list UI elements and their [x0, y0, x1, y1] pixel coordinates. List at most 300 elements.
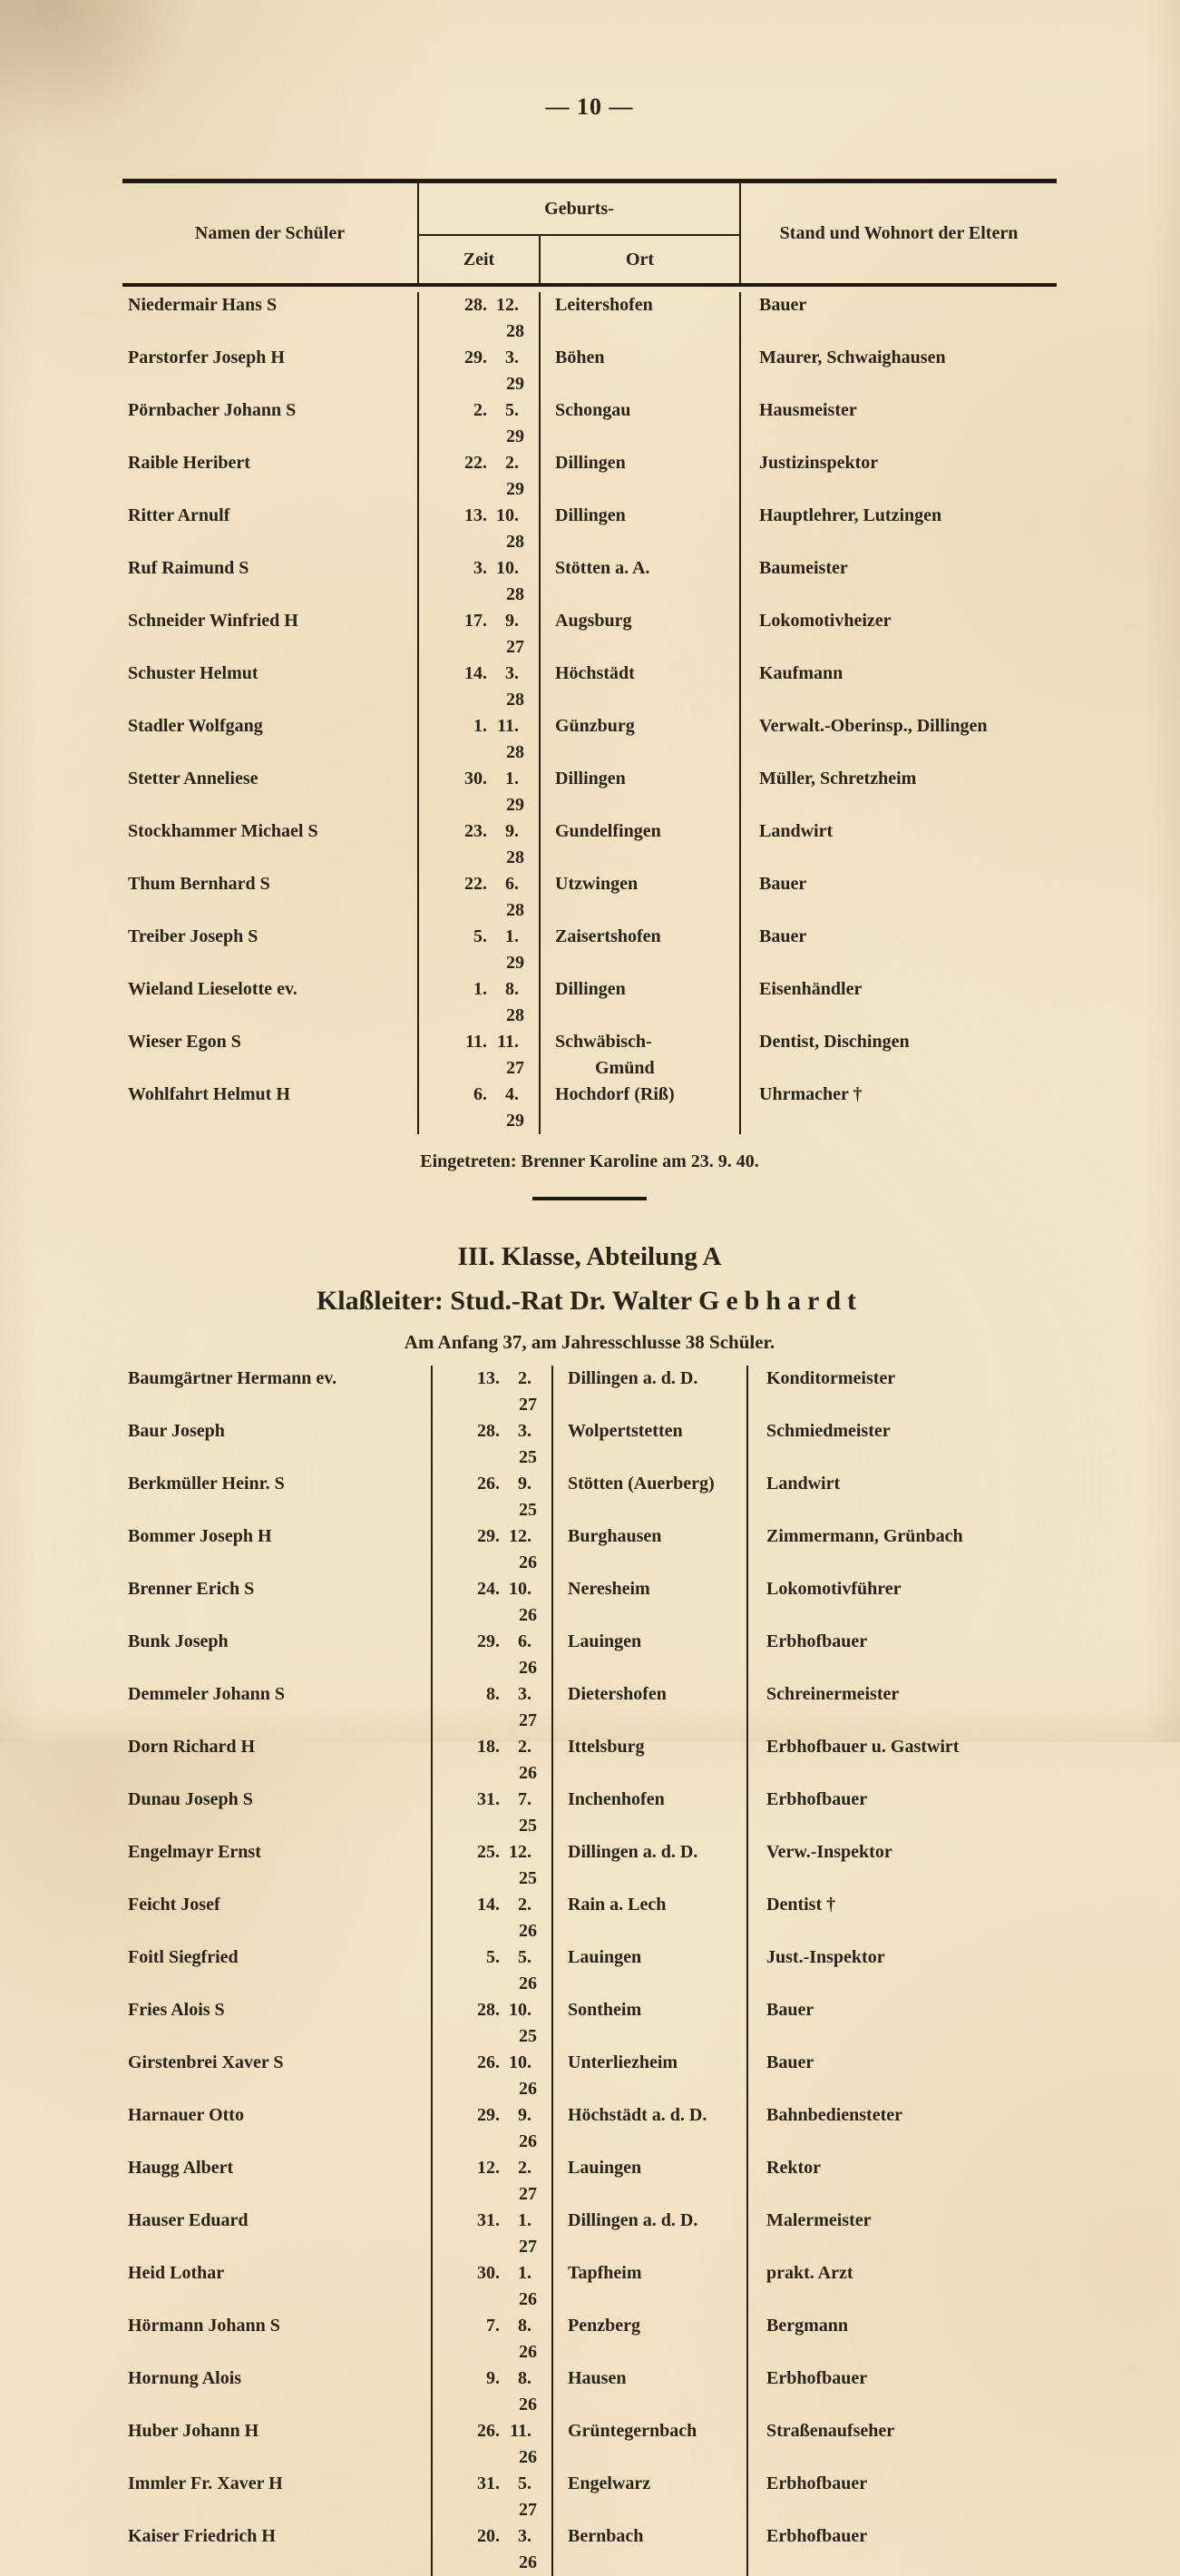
date-sep: .: [514, 716, 519, 736]
date-sep: .: [527, 1737, 531, 1757]
date-month: 9: [518, 2105, 527, 2125]
pupil-name-cell: Niedermair Hans S: [122, 292, 419, 345]
parent-occupation-cell: Verwalt.-Oberinsp., Dillingen: [759, 716, 988, 736]
date-month: 8: [505, 979, 514, 999]
birth-place-cell: Höchstädt a. d. D.: [553, 2102, 748, 2155]
footnote-eingetreten: Eingetreten: Brenner Karoline am 23. 9. 40.: [420, 1151, 759, 1171]
date-sep: .: [514, 1084, 519, 1104]
date-month: 9: [505, 821, 514, 841]
date-year: 29: [506, 426, 524, 446]
birth-place-cell: Dillingen a. d. D.: [553, 1366, 748, 1418]
table-row: [122, 1576, 1057, 1629]
date-sep: .: [527, 1895, 531, 1915]
table-row: [122, 2050, 1057, 2102]
date-sep: .: [514, 821, 519, 841]
date-sep: .: [514, 505, 519, 525]
pupil-name-cell: Stetter Anneliese: [122, 766, 419, 818]
date-day: 30: [477, 2263, 495, 2283]
date-day: 14: [477, 1895, 495, 1915]
date-year: 26: [519, 2552, 537, 2572]
date-year: 28: [506, 690, 524, 710]
date-year: 26: [519, 2342, 537, 2362]
pupil-name-cell: Thum Bernhard S: [122, 871, 419, 924]
table-row: [122, 1418, 1057, 1471]
table-row: [122, 1029, 1057, 1082]
birth-date-cell: [433, 1892, 553, 1944]
table-row: [122, 397, 1057, 450]
date-year: 27: [506, 1058, 524, 1078]
date-sep: .: [527, 2158, 531, 2178]
birth-date-cell: [433, 2155, 553, 2208]
parent-occupation-cell: Erbhofbauer: [766, 2473, 868, 2493]
birth-date-cell: [433, 1523, 553, 1576]
birth-place-cell: Grüntegernbach: [553, 2418, 748, 2471]
table-row: [122, 2155, 1057, 2208]
date-sep: .: [527, 1631, 531, 1651]
birth-place-cell: Augsburg: [541, 608, 741, 661]
date-year: 27: [519, 1710, 537, 1730]
date-day: 25: [477, 1842, 495, 1862]
date-sep: .: [527, 1526, 531, 1546]
birth-place-cell: Hausen: [553, 2365, 748, 2418]
table-row: [122, 818, 1057, 871]
parent-occupation-cell: Schmiedmeister: [766, 1421, 891, 1441]
date-day: 11: [465, 1032, 483, 1052]
section-divider: [532, 1197, 647, 1200]
table-row: [122, 2260, 1057, 2313]
table-row: [122, 766, 1057, 818]
date-year: 28: [506, 900, 524, 920]
date-day: 26: [477, 2052, 495, 2072]
parent-occupation-cell: Erbhofbauer u. Gastwirt: [766, 1737, 960, 1757]
table-row: [122, 1471, 1057, 1523]
date-month: 2: [518, 1737, 527, 1757]
date-sep: .: [495, 1947, 500, 1967]
pupil-name-cell: Treiber Joseph S: [122, 924, 419, 976]
date-sep: .: [514, 348, 519, 367]
date-day: 14: [464, 663, 483, 683]
table2-body: [122, 1366, 1057, 2576]
date-sep: .: [527, 2316, 531, 2336]
parent-occupation-cell: Lokomotivheizer: [759, 611, 892, 631]
date-sep: .: [483, 505, 487, 525]
date-year: 26: [519, 2131, 537, 2151]
date-month: 11: [497, 1032, 514, 1052]
date-sep: .: [514, 453, 519, 473]
parent-occupation-cell: Bergmann: [766, 2316, 848, 2336]
parent-occupation-cell: Müller, Schretzheim: [759, 769, 917, 788]
pupil-name-cell: Parstorfer Joseph H: [122, 345, 419, 397]
table-row: [122, 1892, 1057, 1944]
birth-date-cell: [433, 1576, 553, 1629]
pupil-name-cell: Heid Lothar: [122, 2260, 433, 2313]
birth-date-cell: [433, 2523, 553, 2576]
birth-place-cell: Penzberg: [553, 2313, 748, 2365]
pupil-name-cell: Pörnbacher Johann S: [122, 397, 419, 450]
pupil-name-cell: Wohlfahrt Helmut H: [122, 1082, 419, 1134]
date-month: 10: [496, 558, 514, 578]
date-sep: .: [495, 1579, 500, 1599]
date-month: 2: [518, 2158, 527, 2178]
date-year: 26: [519, 1763, 537, 1783]
header-geburts-group: [419, 183, 741, 283]
date-year: 26: [519, 2289, 537, 2309]
parent-occupation-cell: Verw.-Inspektor: [766, 1842, 892, 1862]
date-month: 11: [497, 716, 514, 736]
date-sep: .: [514, 400, 519, 420]
pupil-name-cell: Kaiser Friedrich H: [122, 2523, 433, 2576]
date-sep: .: [495, 2421, 500, 2441]
date-day: 13: [464, 505, 483, 525]
date-sep: .: [495, 2368, 500, 2388]
date-day: 28: [464, 295, 483, 315]
parent-occupation-cell: Malermeister: [766, 2210, 872, 2230]
parent-occupation-cell: Lokomotivführer: [766, 1579, 902, 1599]
birth-date-cell: [419, 661, 541, 713]
pupil-name-cell: Haugg Albert: [122, 2155, 433, 2208]
page-number: — 10 —: [545, 93, 634, 120]
birth-place-cell: Leitershofen: [541, 292, 741, 345]
parent-occupation-cell: Straßenaufseher: [766, 2421, 895, 2441]
date-sep: .: [514, 1032, 519, 1052]
birth-place-cell: Dillingen: [541, 766, 741, 818]
date-sep: .: [514, 558, 519, 578]
date-day: 8: [486, 1684, 495, 1704]
birth-place-cell: Wolpertstetten: [553, 1418, 748, 1471]
birth-place-cell: Unterliezheim: [553, 2050, 748, 2102]
birth-date-cell: [419, 924, 541, 976]
birth-place-cell: Rain a. Lech: [553, 1892, 748, 1944]
birth-date-cell: [433, 1944, 553, 1997]
parent-occupation-cell: Konditormeister: [766, 1368, 896, 1388]
birth-place-cell: Lauingen: [553, 2155, 748, 2208]
parent-occupation-cell: Landwirt: [766, 1474, 841, 1494]
date-sep: .: [483, 558, 487, 578]
date-day: 9: [486, 2368, 495, 2388]
parent-occupation-cell: Dentist, Dischingen: [759, 1032, 910, 1052]
date-sep: .: [527, 2368, 531, 2388]
date-month: 2: [505, 453, 514, 473]
date-sep: .: [495, 1737, 500, 1757]
parent-occupation-cell: Rektor: [766, 2158, 821, 2178]
date-month: 1: [505, 926, 514, 946]
birth-date-cell: [419, 608, 541, 661]
birth-date-cell: [433, 1839, 553, 1892]
date-sep: .: [495, 2473, 500, 2493]
date-year: 28: [506, 1005, 524, 1025]
pupil-name-cell: Berkmüller Heinr. S: [122, 1471, 433, 1523]
pupil-name-cell: Feicht Josef: [122, 1892, 433, 1944]
pupil-name-cell: Raible Heribert: [122, 450, 419, 503]
birth-place-cell: Neresheim: [553, 1576, 748, 1629]
pupil-name-cell: Wieser Egon S: [122, 1029, 419, 1082]
date-year: 25: [519, 1447, 537, 1467]
table-row: [122, 345, 1057, 397]
table-row: [122, 608, 1057, 661]
date-sep: .: [495, 1421, 500, 1441]
date-day: 26: [477, 2421, 495, 2441]
date-sep: .: [527, 2210, 531, 2230]
pupil-name-cell: Hornung Alois: [122, 2365, 433, 2418]
date-month: 1: [518, 2210, 527, 2230]
birth-date-cell: [419, 397, 541, 450]
date-year: 25: [519, 1816, 537, 1836]
date-year: 26: [519, 1605, 537, 1625]
pupil-name-cell: Foitl Siegfried: [122, 1944, 433, 1997]
date-sep: .: [527, 2105, 531, 2125]
date-month: 8: [518, 2368, 527, 2388]
birth-place-cell: Günzburg: [541, 713, 741, 766]
birth-place-cell: Burghausen: [553, 1523, 748, 1576]
date-sep: .: [495, 2105, 500, 2125]
date-year: 28: [506, 532, 524, 552]
date-month: 12: [496, 295, 514, 315]
pupil-name-cell: Stockhammer Michael S: [122, 818, 419, 871]
date-sep: .: [483, 663, 487, 683]
pupil-name-cell: Demmeler Johann S: [122, 1681, 433, 1734]
birth-place-cell: Dietershofen: [553, 1681, 748, 1734]
date-year: 27: [519, 2184, 537, 2204]
table-row: [122, 2471, 1057, 2523]
parent-occupation-cell: Bauer: [759, 926, 807, 946]
pupil-name-cell: Girstenbrei Xaver S: [122, 2050, 433, 2102]
birth-date-cell: [433, 1418, 553, 1471]
date-day: 29: [464, 348, 483, 367]
birth-date-cell: [433, 2260, 553, 2313]
date-day: 29: [477, 1526, 495, 1546]
date-sep: .: [495, 2158, 500, 2178]
parent-occupation-cell: Erbhofbauer: [766, 2368, 868, 2388]
register-table-klasse2: [122, 179, 1057, 1134]
birth-date-cell: [419, 1029, 541, 1082]
birth-place-line: Schwäbisch-: [555, 1032, 652, 1052]
birth-place-cell: Hochdorf (Riß): [541, 1082, 741, 1134]
pupil-name-cell: Wieland Lieselotte ev.: [122, 976, 419, 1029]
birth-date-cell: [433, 1787, 553, 1839]
date-sep: .: [527, 1421, 531, 1441]
table-row: [122, 1997, 1057, 2050]
class-leader-line: [122, 1280, 1057, 1322]
date-sep: .: [527, 2473, 531, 2493]
parent-occupation-cell: Bauer: [759, 295, 807, 315]
date-year: 26: [519, 2395, 537, 2414]
date-month: 9: [518, 1474, 527, 1494]
parent-occupation-cell: Eisenhändler: [759, 979, 863, 999]
date-month: 11: [510, 2421, 527, 2441]
parent-occupation-cell: Hausmeister: [759, 400, 857, 420]
parent-occupation-cell: Kaufmann: [759, 663, 844, 683]
birth-place-cell: Inchenhofen: [553, 1787, 748, 1839]
birth-date-cell: [433, 2471, 553, 2523]
date-sep: .: [483, 716, 487, 736]
birth-date-cell: [419, 713, 541, 766]
date-day: 5: [486, 1947, 495, 1967]
date-day: 28: [477, 1421, 495, 1441]
date-day: 26: [477, 1474, 495, 1494]
table-row: [122, 1082, 1057, 1134]
parent-occupation-cell: Uhrmacher †: [759, 1084, 863, 1104]
date-month: 5: [505, 400, 514, 420]
birth-date-cell: [419, 555, 541, 608]
pupil-name-cell: Huber Johann H: [122, 2418, 433, 2471]
parent-occupation-cell: Erbhofbauer: [766, 2526, 868, 2546]
date-day: 20: [477, 2526, 495, 2546]
date-year: 26: [519, 2447, 537, 2467]
date-day: 1: [473, 979, 483, 999]
section-title: III. Klasse, Abteilung A: [457, 1242, 722, 1271]
date-sep: .: [495, 2000, 500, 2020]
date-sep: .: [527, 2000, 531, 2020]
date-month: 2: [518, 1895, 527, 1915]
page-content: [122, 91, 1057, 2576]
birth-date-cell: [419, 976, 541, 1029]
date-day: 2: [473, 400, 483, 420]
birth-place-cell: [541, 1029, 741, 1082]
date-month: 9: [505, 611, 514, 631]
table-row: [122, 503, 1057, 555]
birth-place-cell: Lauingen: [553, 1629, 748, 1681]
table-row: [122, 976, 1057, 1029]
date-sep: .: [483, 611, 487, 631]
birth-date-cell: [433, 2313, 553, 2365]
date-month: 12: [509, 1842, 527, 1862]
birth-date-cell: [433, 2208, 553, 2260]
table-row: [122, 661, 1057, 713]
date-day: 3: [473, 558, 483, 578]
date-day: 1: [473, 716, 483, 736]
birth-date-cell: [433, 2365, 553, 2418]
date-year: 27: [519, 2500, 537, 2520]
header-geburts: Geburts-: [544, 198, 614, 219]
parent-occupation-cell: Bauer: [766, 2052, 814, 2072]
birth-date-cell: [419, 818, 541, 871]
date-sep: .: [483, 821, 487, 841]
pupil-name-cell: Brenner Erich S: [122, 1576, 433, 1629]
date-sep: .: [483, 295, 487, 315]
birth-date-cell: [433, 1681, 553, 1734]
date-sep: .: [495, 1631, 500, 1651]
birth-place-cell: Dillingen a. d. D.: [553, 2208, 748, 2260]
date-day: 31: [477, 2473, 495, 2493]
table-row: [122, 2102, 1057, 2155]
date-day: 18: [477, 1737, 495, 1757]
date-month: 8: [518, 2316, 527, 2336]
birth-date-cell: [433, 1997, 553, 2050]
date-year: 26: [519, 2079, 537, 2099]
pupil-name-cell: Fries Alois S: [122, 1997, 433, 2050]
date-month: 3: [518, 1421, 527, 1441]
birth-place-cell: Böhen: [541, 345, 741, 397]
date-year: 29: [506, 1111, 524, 1131]
birth-place-cell: Dillingen: [541, 450, 741, 503]
date-year: 29: [506, 795, 524, 815]
date-sep: .: [495, 1474, 500, 1494]
date-month: 12: [509, 1526, 527, 1546]
date-sep: .: [527, 1684, 531, 1704]
pupil-name-cell: Hörmann Johann S: [122, 2313, 433, 2365]
date-month: 4: [505, 1084, 514, 1104]
date-sep: .: [527, 1474, 531, 1494]
header-zeit: Zeit: [419, 236, 541, 283]
date-sep: .: [514, 663, 519, 683]
date-month: 2: [518, 1368, 527, 1388]
date-year: 26: [519, 1552, 537, 1572]
date-sep: .: [483, 769, 487, 788]
birth-date-cell: [433, 1471, 553, 1523]
pupil-name-cell: Schuster Helmut: [122, 661, 419, 713]
date-sep: .: [527, 2421, 531, 2441]
birth-date-cell: [419, 345, 541, 397]
table-row: [122, 1523, 1057, 1576]
date-sep: .: [527, 2263, 531, 2283]
date-sep: .: [514, 926, 519, 946]
header-namen: Namen der Schüler: [122, 183, 419, 283]
date-sep: .: [495, 1526, 500, 1546]
parent-occupation-cell: Maurer, Schwaighausen: [759, 348, 946, 367]
birth-place-cell: Sontheim: [553, 1997, 748, 2050]
birth-date-cell: [433, 1366, 553, 1418]
pupil-name-cell: Bunk Joseph: [122, 1629, 433, 1681]
table-row: [122, 924, 1057, 976]
date-sep: .: [495, 1684, 500, 1704]
parent-occupation-cell: Bauer: [766, 2000, 814, 2020]
birth-date-cell: [433, 2418, 553, 2471]
date-sep: .: [527, 1368, 531, 1388]
table1-body: [122, 287, 1057, 1134]
birth-date-cell: [419, 1082, 541, 1134]
parent-occupation-cell: Baumeister: [759, 558, 848, 578]
date-day: 7: [486, 2316, 495, 2336]
date-month: 1: [505, 769, 514, 788]
date-day: 22: [464, 874, 483, 894]
pupil-name-cell: Immler Fr. Xaver H: [122, 2471, 433, 2523]
class-leader-name: Gebhardt: [698, 1286, 863, 1316]
date-sep: .: [483, 1084, 487, 1104]
date-month: 6: [518, 1631, 527, 1651]
header-stand: Stand und Wohnort der Eltern: [779, 222, 1019, 243]
date-day: 22: [464, 453, 483, 473]
date-year: 26: [519, 1658, 537, 1678]
table-row: [122, 292, 1057, 345]
pupil-name-cell: Dunau Joseph S: [122, 1787, 433, 1839]
birth-place-cell: Dillingen a. d. D.: [553, 1839, 748, 1892]
pupil-name-cell: Bommer Joseph H: [122, 1523, 433, 1576]
date-sep: .: [495, 2263, 500, 2283]
pupil-name-cell: Harnauer Otto: [122, 2102, 433, 2155]
date-year: 26: [519, 1974, 537, 1993]
date-sep: .: [495, 2210, 500, 2230]
date-sep: .: [527, 2526, 531, 2546]
table-row: [122, 1839, 1057, 1892]
date-sep: .: [483, 1032, 487, 1052]
date-month: 7: [518, 1789, 527, 1809]
date-year: 29: [506, 479, 524, 499]
table-row: [122, 2365, 1057, 2418]
table-row: [122, 2523, 1057, 2576]
date-month: 6: [505, 874, 514, 894]
date-sep: .: [495, 2316, 500, 2336]
birth-place-cell: Gundelfingen: [541, 818, 741, 871]
date-day: 30: [464, 769, 483, 788]
date-month: 3: [505, 348, 514, 367]
birth-place-cell: Stötten (Auerberg): [553, 1471, 748, 1523]
table-header: [122, 183, 1057, 283]
date-sep: .: [514, 979, 519, 999]
pupil-name-cell: Ritter Arnulf: [122, 503, 419, 555]
birth-date-cell: [419, 292, 541, 345]
date-day: 6: [473, 1084, 483, 1104]
date-month: 5: [518, 2473, 527, 2493]
